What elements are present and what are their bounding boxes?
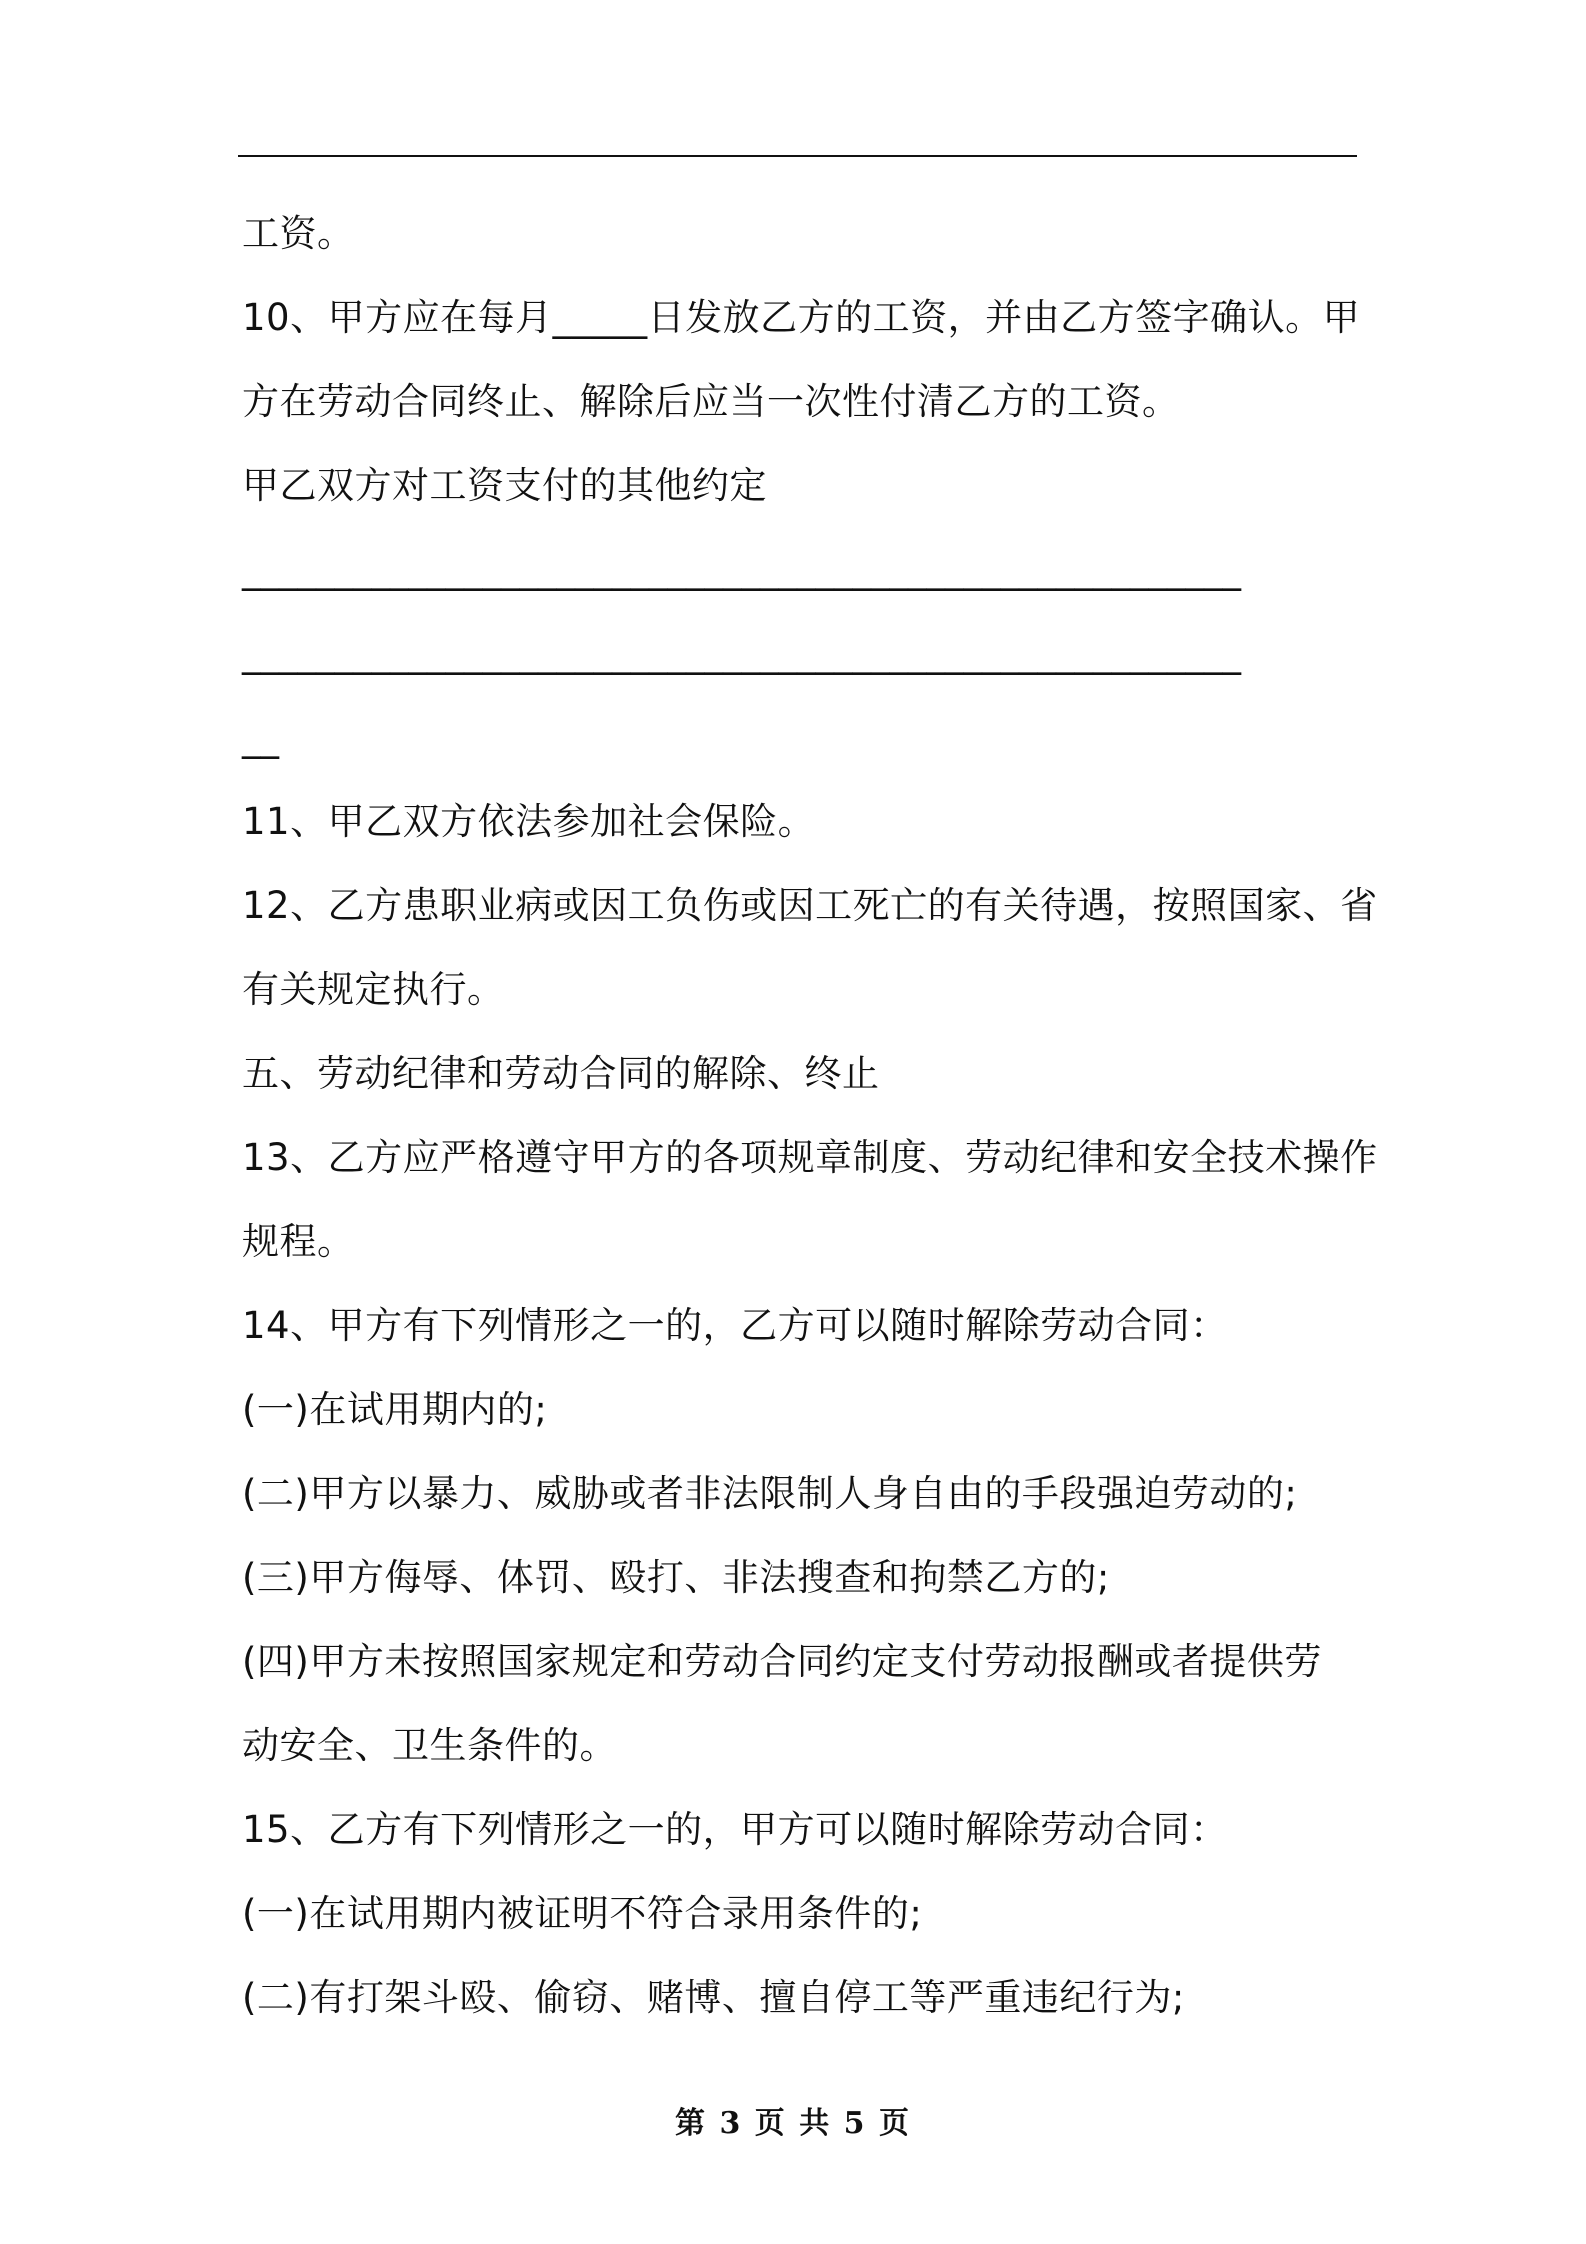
section-heading: 五、劳动纪律和劳动合同的解除、终止 (242, 1052, 880, 1095)
list-item: (三)甲方侮辱、体罚、殴打、非法搜查和拘禁乙方的; (242, 1556, 1110, 1599)
header-rule (238, 155, 1357, 157)
text-line: 14、甲方有下列情形之一的，乙方可以随时解除劳动合同： (242, 1304, 1228, 1347)
text-line: 11、甲乙双方依法参加社会保险。 (242, 800, 816, 843)
text-line: 方在劳动合同终止、解除后应当一次性付清乙方的工资。 (242, 380, 1180, 423)
blank-fill-line: __ (242, 716, 279, 759)
list-item: (二)甲方以暴力、威胁或者非法限制人身自由的手段强迫劳动的; (242, 1472, 1298, 1515)
text-line: 10、甲方应在每月_____日发放乙方的工资，并由乙方签字确认。甲 (242, 296, 1361, 339)
text-line: 13、乙方应严格遵守甲方的各项规章制度、劳动纪律和安全技术操作 (242, 1136, 1378, 1179)
text-line: 15、乙方有下列情形之一的，甲方可以随时解除劳动合同： (242, 1808, 1228, 1851)
text-line: 规程。 (242, 1220, 355, 1263)
document-body (242, 192, 1378, 2040)
blank-fill-line: ______________________________________________________ (242, 548, 1241, 591)
page-number-footer: 第 3 页 共 5 页 (675, 2106, 911, 2141)
text-line: 有关规定执行。 (242, 968, 505, 1011)
list-item: (二)有打架斗殴、偷窃、赌博、擅自停工等严重违纪行为; (242, 1976, 1185, 2019)
list-item: (四)甲方未按照国家规定和劳动合同约定支付劳动报酬或者提供劳 (242, 1640, 1322, 1683)
text-line: 动安全、卫生条件的。 (242, 1724, 617, 1767)
list-item: (一)在试用期内的; (242, 1388, 548, 1431)
text-line: 12、乙方患职业病或因工负伤或因工死亡的有关待遇，按照国家、省 (242, 884, 1378, 927)
list-item: (一)在试用期内被证明不符合录用条件的; (242, 1892, 923, 1935)
text-line: 工资。 (242, 212, 355, 255)
blank-fill-line: ______________________________________________________ (242, 632, 1241, 675)
text-line: 甲乙双方对工资支付的其他约定 (242, 464, 767, 507)
